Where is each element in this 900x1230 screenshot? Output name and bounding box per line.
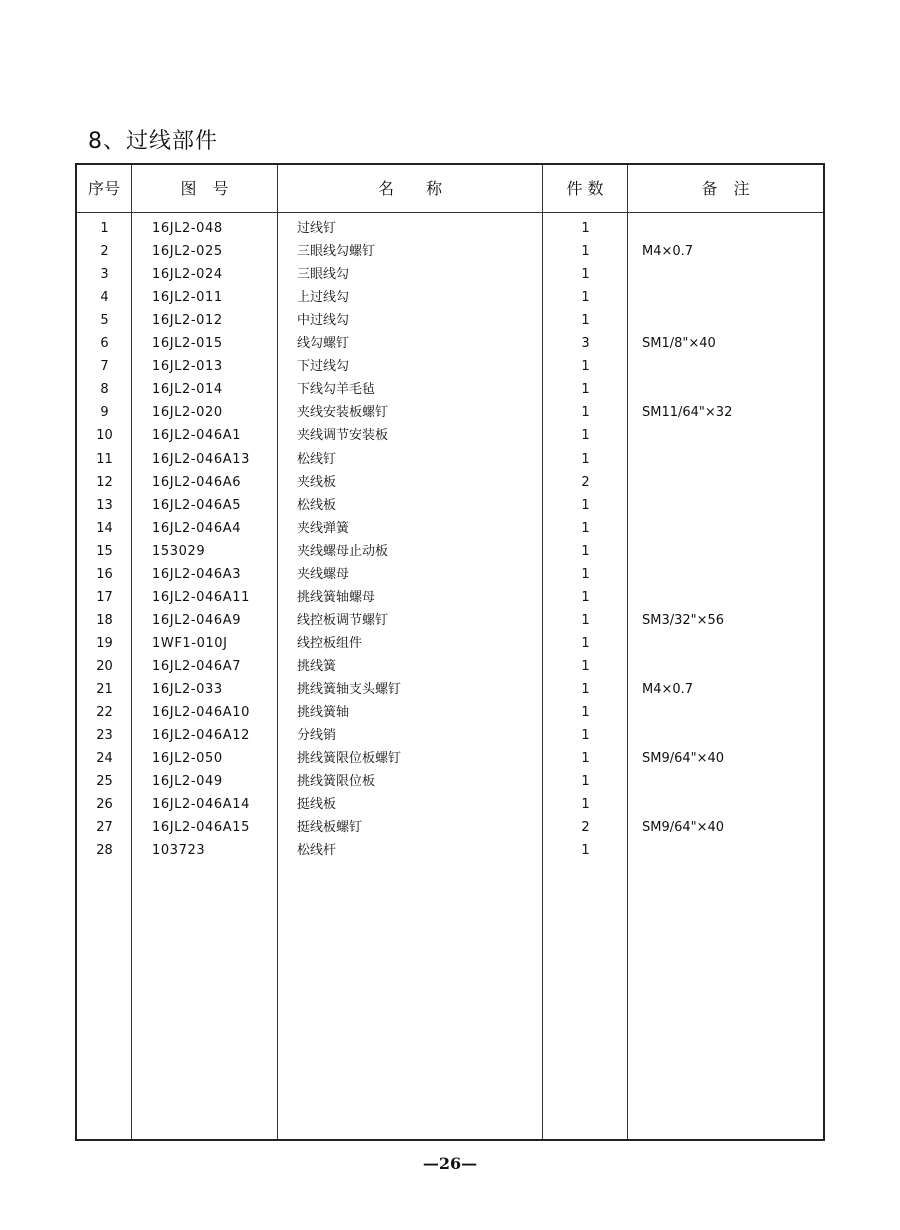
row-note: SM9/64"×40 (642, 820, 725, 836)
row-no: 3 (100, 267, 109, 283)
row-drawing-no: 16JL2-025 (152, 244, 223, 260)
row-note: SM11/64"×32 (642, 405, 733, 421)
row-qty: 1 (581, 566, 590, 582)
row-no: 6 (100, 336, 109, 352)
row-drawing-no: 16JL2-020 (152, 405, 223, 421)
row-drawing-no: 16JL2-014 (152, 382, 223, 398)
header-qty: 件 数 (566, 179, 604, 198)
row-drawing-no: 16JL2-050 (152, 751, 223, 767)
row-qty: 2 (581, 820, 590, 836)
row-qty: 1 (581, 774, 590, 790)
table-row (77, 793, 823, 816)
row-name: 挑线簧轴 (297, 705, 350, 721)
row-drawing-no: 16JL2-046A4 (152, 520, 242, 536)
table-row (77, 448, 823, 471)
row-name: 中过线勾 (297, 313, 350, 329)
row-note: SM9/64"×40 (642, 751, 725, 767)
row-note: M4×0.7 (642, 682, 694, 697)
row-name: 三眼线勾螺钉 (297, 244, 376, 260)
row-no: 23 (96, 728, 113, 744)
row-name: 松线钉 (297, 451, 337, 467)
row-name: 过线钉 (297, 221, 337, 236)
row-drawing-no: 16JL2-046A12 (152, 728, 251, 744)
row-drawing-no: 16JL2-046A11 (152, 589, 251, 605)
row-no: 24 (96, 751, 113, 767)
row-qty: 1 (581, 728, 590, 744)
row-qty: 1 (581, 635, 590, 651)
row-name: 线控板调节螺钉 (297, 612, 389, 628)
row-name: 挑线簧轴螺母 (297, 589, 376, 605)
row-name: 夹线调节安装板 (297, 428, 389, 444)
row-drawing-no: 16JL2-015 (152, 336, 223, 352)
row-qty: 1 (581, 797, 590, 813)
table-row (77, 517, 823, 540)
table-row (77, 263, 823, 286)
row-no: 27 (96, 820, 113, 836)
row-qty: 1 (581, 428, 590, 444)
row-drawing-no: 16JL2-046A14 (152, 797, 251, 813)
row-name: 下过线勾 (297, 359, 350, 375)
table-row (77, 839, 823, 862)
header-divider (77, 212, 823, 213)
row-drawing-no: 103723 (152, 843, 206, 859)
table-row (77, 217, 823, 240)
table-row (77, 563, 823, 586)
row-name: 挑线簧限位板 (297, 774, 376, 790)
row-qty: 1 (581, 658, 590, 674)
row-name: 下线勾羊毛毡 (297, 382, 376, 398)
row-qty: 1 (581, 451, 590, 467)
row-note: SM3/32"×56 (642, 612, 725, 628)
row-qty: 1 (581, 313, 590, 329)
table-row (77, 355, 823, 378)
row-no: 11 (96, 451, 113, 467)
row-drawing-no: 16JL2-046A13 (152, 451, 251, 467)
row-drawing-no: 16JL2-046A1 (152, 428, 242, 444)
row-no: 25 (96, 774, 113, 790)
row-name: 挑线簧限位板螺钉 (297, 751, 402, 767)
row-qty: 1 (581, 543, 590, 559)
table-row (77, 494, 823, 517)
table-row (77, 632, 823, 655)
row-no: 18 (96, 612, 113, 628)
table-row (77, 378, 823, 401)
row-qty: 1 (581, 382, 590, 398)
row-no: 19 (96, 635, 113, 651)
row-no: 15 (96, 543, 113, 559)
row-name: 线控板组件 (297, 635, 363, 651)
row-qty: 1 (581, 359, 590, 375)
table-row (77, 701, 823, 724)
row-name: 挺线板螺钉 (297, 820, 363, 836)
row-drawing-no: 1WF1-010J (152, 635, 228, 651)
row-qty: 1 (581, 705, 590, 721)
row-no: 21 (96, 682, 113, 697)
row-no: 10 (96, 428, 113, 444)
row-drawing-no: 16JL2-046A7 (152, 658, 242, 674)
row-no: 20 (96, 658, 113, 674)
table-row (77, 609, 823, 632)
table-row (77, 724, 823, 747)
row-qty: 1 (581, 520, 590, 536)
row-drawing-no: 16JL2-049 (152, 774, 223, 790)
row-name: 夹线螺母 (297, 566, 350, 582)
row-qty: 3 (581, 336, 590, 352)
row-qty: 1 (581, 290, 590, 306)
table-row (77, 286, 823, 309)
row-qty: 2 (581, 474, 590, 490)
row-no: 1 (100, 221, 109, 236)
row-name: 夹线板 (297, 474, 337, 490)
row-qty: 1 (581, 405, 590, 421)
table-row (77, 770, 823, 793)
row-drawing-no: 16JL2-046A3 (152, 566, 242, 582)
row-no: 13 (96, 497, 113, 513)
row-no: 5 (100, 313, 109, 329)
parts-table (75, 163, 825, 1141)
row-drawing-no: 16JL2-046A5 (152, 497, 242, 513)
table-row (77, 309, 823, 332)
row-note: M4×0.7 (642, 244, 694, 260)
row-no: 17 (96, 589, 113, 605)
header-no: 序号 (87, 179, 120, 198)
row-name: 分线销 (297, 728, 337, 744)
table-row (77, 655, 823, 678)
row-drawing-no: 16JL2-046A6 (152, 474, 242, 490)
table-row (77, 540, 823, 563)
row-name: 夹线安装板螺钉 (297, 405, 389, 421)
row-no: 9 (100, 405, 109, 421)
row-name: 挑线簧 (297, 658, 337, 674)
header-name: 名 称 (377, 179, 442, 198)
row-qty: 1 (581, 843, 590, 859)
row-drawing-no: 16JL2-048 (152, 221, 223, 236)
row-name: 三眼线勾 (297, 267, 350, 283)
row-drawing-no: 16JL2-013 (152, 359, 223, 375)
row-qty: 1 (581, 682, 590, 697)
table-row (77, 332, 823, 355)
row-name: 松线板 (297, 497, 337, 513)
table-row (77, 747, 823, 770)
table-row (77, 401, 823, 424)
row-drawing-no: 16JL2-011 (152, 290, 223, 306)
row-note: SM1/8"×40 (642, 336, 716, 352)
section-title: 8、过线部件 (88, 129, 218, 154)
row-no: 28 (96, 843, 113, 859)
table-row (77, 471, 823, 494)
row-name: 松线杆 (297, 843, 337, 859)
row-name: 挑线簧轴支头螺钉 (297, 682, 402, 697)
row-drawing-no: 16JL2-033 (152, 682, 223, 697)
row-no: 22 (96, 705, 113, 721)
row-drawing-no: 16JL2-046A10 (152, 705, 251, 721)
row-name: 线勾螺钉 (297, 336, 350, 352)
row-qty: 1 (581, 589, 590, 605)
table-row (77, 816, 823, 839)
row-qty: 1 (581, 751, 590, 767)
row-qty: 1 (581, 267, 590, 283)
row-qty: 1 (581, 244, 590, 260)
table-row (77, 678, 823, 701)
row-drawing-no: 16JL2-046A15 (152, 820, 251, 836)
row-no: 4 (100, 290, 109, 306)
row-no: 12 (96, 474, 113, 490)
page-number: —26— (422, 1154, 478, 1173)
row-no: 16 (96, 566, 113, 582)
row-drawing-no: 16JL2-046A9 (152, 612, 242, 628)
row-qty: 1 (581, 497, 590, 513)
header-drawing-no: 图 号 (180, 179, 229, 198)
row-name: 上过线勾 (297, 290, 350, 306)
row-no: 8 (100, 382, 109, 398)
row-no: 2 (100, 244, 109, 260)
row-drawing-no: 16JL2-024 (152, 267, 223, 283)
row-drawing-no: 153029 (152, 543, 206, 559)
table-row (77, 240, 823, 263)
row-no: 7 (100, 359, 109, 375)
row-name: 挺线板 (297, 797, 337, 813)
row-drawing-no: 16JL2-012 (152, 313, 223, 329)
row-qty: 1 (581, 612, 590, 628)
row-name: 夹线螺母止动板 (297, 543, 389, 559)
row-no: 14 (96, 520, 113, 536)
table-row (77, 424, 823, 447)
row-name: 夹线弹簧 (297, 520, 350, 536)
header-note: 备 注 (701, 179, 750, 198)
table-row (77, 586, 823, 609)
row-no: 26 (96, 797, 113, 813)
row-qty: 1 (581, 221, 590, 236)
